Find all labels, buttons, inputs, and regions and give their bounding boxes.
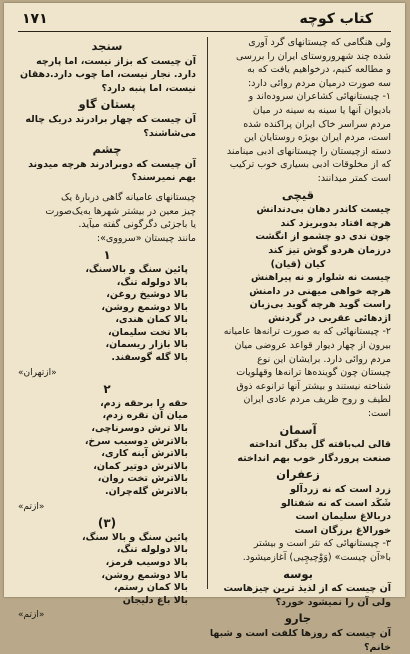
- poem-block: [18, 264, 196, 365]
- verse-line: دارد. نجار نیست، اما چوب دارد.دهقان: [20, 69, 196, 81]
- verse-line: میان آن نقره زدم،: [102, 410, 188, 422]
- text-line: مردم سراسر خاک ایران پراکنده شده: [243, 118, 391, 130]
- verse-line: آن چیست که چهار برادرند دریک چاله: [25, 113, 196, 125]
- text-line: است، مردم ایران بویژه روستایان این: [243, 132, 391, 144]
- verse-line: بالا کمان هندی،: [115, 314, 188, 326]
- verse-line: هرچه افتاد بدوبریزد کند: [280, 217, 391, 229]
- source-citation: «ازتهران»: [18, 367, 57, 378]
- poem-number: ۲: [103, 382, 111, 397]
- text-line: شناخته نیستند و بیشتر آنها ترانوعه ذوق: [236, 380, 391, 392]
- verse-line: بالاترش آینه کاری،: [101, 448, 188, 460]
- text-line: است:: [367, 408, 391, 420]
- verse-line: صنعت پروردگار خوب بهم انداخته: [237, 452, 391, 464]
- verse-line: بالا دولوله تنگ،: [116, 276, 188, 288]
- verse-line: بالا دوشمع روشن،: [101, 301, 188, 313]
- source-citation: «ازتم»: [18, 610, 45, 621]
- poem-block: [18, 532, 196, 608]
- text-line: ۳- چیستانهائی که نثر است و بیشتر: [253, 538, 391, 550]
- section-heading: پستان گاو: [78, 97, 136, 112]
- verse-line: زرد است که نه زردآلو: [290, 484, 391, 495]
- verse-line: بالا کمان رستم،: [113, 582, 188, 594]
- verse-line: آن چیست که بزاز نیست، اما پارچه: [36, 55, 196, 67]
- verse-line: چون ندی دو چشمو از انگشت: [255, 231, 391, 243]
- verse-line: نیست، اما پنبه دارد؟: [101, 82, 196, 94]
- verse-line: پائین سنگ و بالا سنگ،: [82, 531, 188, 543]
- verse-line: بالا بازار ریسمان،: [105, 339, 188, 351]
- section-paragraph: [205, 326, 391, 420]
- text-line: با«آن چیست» (وَوْچیچِیی) آغازمیشود.: [242, 551, 391, 563]
- verse-line: هرچه خواهی میهنی در دامنش: [249, 285, 391, 297]
- text-line: شده چند شهروروستای ایران را بررسی: [236, 50, 391, 62]
- source-citation: «ازتم»: [18, 501, 45, 512]
- book-title: کتاب کوچه: [299, 11, 373, 27]
- text-line: مردم روائی دارد. برایشان این نوع: [257, 353, 391, 365]
- verse-line: آن چیست که از لذیذ ترین چیزهاست: [223, 583, 391, 595]
- verse-line: بالا دوشیخ روغن،: [106, 289, 188, 301]
- verse-line: بالاترش دوسیب سرخ،: [84, 435, 188, 447]
- poem-block: [18, 398, 196, 499]
- left-column: [18, 37, 196, 621]
- text-line: سه صورت درمیان مردم روائی دارد:: [247, 77, 391, 89]
- section-heading: بوسه: [283, 566, 313, 581]
- book-page: [4, 3, 405, 653]
- text-line: لطیف و روح ظریف مردم عادی ایران: [243, 394, 391, 406]
- section-heading: زعفران: [276, 467, 320, 482]
- verse-line: شَکَد است که نه شفتالو: [280, 497, 391, 509]
- text-line: بیرون از چهار دیوار قواعد عروضی میان: [234, 340, 391, 352]
- verse-line: اژدهائی عقربی در گردنش: [268, 312, 391, 324]
- verse-line: بالاترش گله‌چران.: [105, 486, 188, 497]
- verse-line: ولی آن را نمیشود خورد؟: [275, 596, 391, 608]
- verse-line: بالا دولوله تنگ،: [116, 544, 188, 556]
- text-line: چیز معین در بیشتر شهرها به‌یک‌صورت: [45, 205, 196, 217]
- riddle-verse: [205, 204, 391, 325]
- verse-line: قالی لب‌بافته گل بدگل انداخته: [249, 439, 391, 451]
- section-heading: سنجد: [91, 39, 123, 53]
- text-line: ۲- چیستانهائی که به صورت ترانه‌ها عامیانه: [223, 326, 391, 338]
- verse-line: راست گوید هرچه گوید بی‌زبان: [249, 299, 391, 311]
- verse-line: آن چیست که روزها کلفت است و شبها: [209, 627, 391, 639]
- right-column: [205, 37, 391, 653]
- text-line: بادیوان آنها یا سینه به سینه در میان: [252, 104, 391, 116]
- poem-number: ۱: [103, 248, 111, 263]
- text-line: مانند چیستان «سرووی»:: [96, 232, 196, 244]
- verse-line: دربالاغ سلیمان است: [295, 511, 391, 523]
- text-line: چیستان چون گوینده‌ها ترانه‌ها وقهلویات: [236, 367, 391, 379]
- text-line: ولی هنگامی که چیستانهای گرد آوری: [248, 37, 391, 48]
- text-line: دسته ازچیستان را چیستانهای ادبی مینامند: [226, 145, 391, 157]
- verse-line: بالاترش تخت روان،: [97, 473, 188, 485]
- verse-line: حقه را برحقه زدم،: [100, 397, 188, 409]
- verse-line: بالا ترش دوسرناچی،: [91, 423, 188, 435]
- page-header: [18, 9, 391, 32]
- page-number: ۱۷۱: [22, 11, 48, 27]
- section-heading: قیچی: [281, 187, 315, 202]
- verse-line: پائین سنگ و بالاسنگ،: [85, 263, 188, 275]
- verse-line: بالاترش دوتیر کمان،: [93, 460, 188, 472]
- verse-line: بالا تخت سلیمان،: [107, 326, 188, 338]
- intro-paragraph: [205, 37, 391, 186]
- section-heading: جارو: [284, 611, 312, 626]
- verse-line: بالا دوشمع روشن،: [101, 569, 188, 581]
- section-heading: چشم: [92, 142, 122, 157]
- text-line: که از مخلوقات ادبی بسیاری خوب ترکیب: [229, 159, 391, 171]
- text-line: و مطالعه کنیم، درخواهیم یافت که به: [247, 64, 391, 76]
- answer-heading: کیان (قیان): [270, 258, 326, 270]
- verse-line: بالا باغ دلیجان: [122, 594, 188, 606]
- verse-line: بالا دوسیب قرمز،: [105, 556, 188, 568]
- verse-line: خانم؟: [364, 641, 391, 653]
- verse-line: آن چیست که دوبرادرند هرچه میدوند: [28, 158, 196, 170]
- text-line: است کمتر میدانند:: [317, 172, 391, 184]
- verse-line: می‌شاشند؟: [143, 127, 196, 139]
- text-line: یا باجزئی دگرگونی گفته میآید.: [78, 219, 196, 231]
- verse-line: خورالاغ برزگان است: [294, 524, 391, 536]
- verse-line: چیست نه شلوار و نه پیراهنش: [251, 272, 391, 284]
- verse-line: بالا گله گوسفند.: [111, 352, 188, 364]
- section-heading: آسمان: [279, 422, 317, 437]
- poem-number: (۳): [97, 516, 117, 531]
- verse-line: بهم نمیرسند؟: [131, 172, 196, 184]
- verse-line: چیست کاندر دهان بی‌دندانش: [256, 204, 391, 216]
- text-line: چیستانهای عامیانه گاهی دربارهٔ یک: [61, 191, 196, 203]
- verse-line: درزمان هردو گوش تیز کند: [268, 244, 391, 256]
- text-line: ۱- چیستانهائی کشاعران سروده‌اند و: [248, 91, 391, 103]
